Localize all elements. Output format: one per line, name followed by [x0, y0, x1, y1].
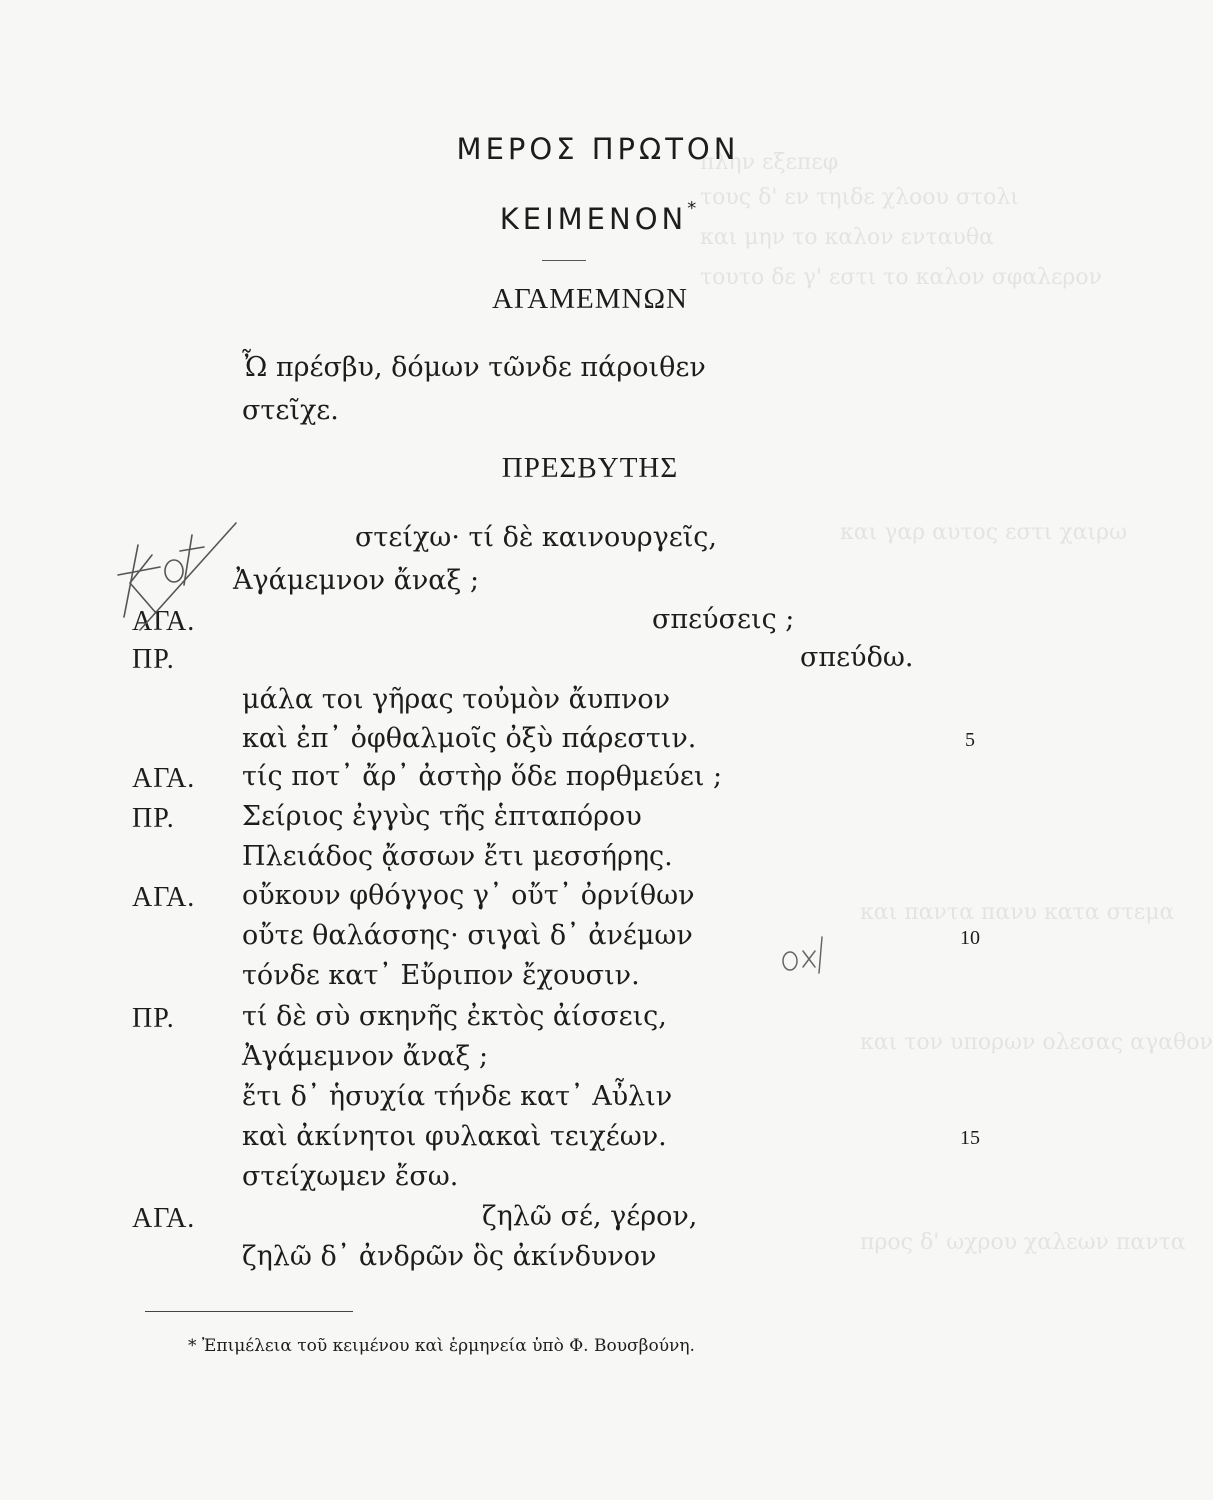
line-number: 10 — [960, 927, 980, 949]
text-title-label: ΚΕΙΜΕΝΟΝ — [499, 202, 688, 236]
verse-line: οὔτε θαλάσσης· σιγαὶ δ᾽ ἀνέμων — [242, 920, 693, 951]
speaker-label: ΠΡ. — [132, 1003, 175, 1034]
speaker-label: ΑΓΑ. — [132, 763, 196, 794]
speaker-heading-presbytes: ΠΡΕΣΒΥΤΗΣ — [501, 452, 679, 484]
handwritten-margin-note — [775, 925, 835, 985]
verse-line: καὶ ἐπ᾽ ὀφθαλμοῖς ὀξὺ πάρεστιν. — [242, 723, 697, 754]
verse-line: τόνδε κατ᾽ Εὔριπον ἔχουσιν. — [242, 960, 640, 991]
title-divider — [542, 260, 586, 261]
line-number: 5 — [965, 729, 975, 751]
verse-line: Πλειάδος ᾄσσων ἔτι μεσσήρης. — [242, 841, 673, 872]
speaker-label: ΠΡ. — [132, 644, 175, 675]
verse-line: σπεύδω. — [800, 642, 914, 673]
bleed-through-text: πλην εξεπεφ — [700, 150, 839, 175]
bleed-through-text: και παντα πανυ κατα στεμα — [860, 900, 1175, 925]
verse-line: τί δὲ σὺ σκηνῆς ἐκτὸς ἀίσσεις, — [242, 1001, 667, 1032]
verse-line: οὔκουν φθόγγος γ᾽ οὔτ᾽ ὀρνίθων — [242, 880, 695, 911]
footnote: * Ἐπιμέλεια τοῦ κειμένου καὶ ἑρμηνεία ὑπὸ Φ. Βουσβούνη. — [188, 1336, 695, 1356]
bleed-through-text: τουτο δε γ' εστι το καλον σφαλερον — [700, 265, 1102, 290]
bleed-through-text: και τον υπορων ολεσας αγαθον — [860, 1030, 1213, 1055]
speaker-label: ΑΓΑ. — [132, 606, 196, 637]
verse-line: Ἀγάμεμνον ἄναξ ; — [242, 1041, 489, 1072]
line-number: 15 — [960, 1127, 980, 1149]
speaker-heading-agamemnon: ΑΓΑΜΕΜΝΩΝ — [492, 283, 688, 315]
bleed-through-text: προς δ' ωχρου χαλεων παντα — [860, 1230, 1186, 1255]
bleed-through-text: τους δ' εν τηιδε χλοου στολι — [700, 185, 1019, 210]
text-title — [20, 198, 1176, 236]
bleed-through-text: και γαρ αυτος εστι χαιρω — [840, 520, 1128, 545]
handwritten-margin-note — [100, 505, 240, 635]
verse-line: Ἀγάμεμνον ἄναξ ; — [233, 565, 480, 596]
verse-line: ζηλῶ σέ, γέρον, — [482, 1201, 698, 1232]
verse-line: σπεύσεις ; — [652, 604, 795, 635]
speaker-label: ΑΓΑ. — [132, 882, 196, 913]
verse-line: καὶ ἀκίνητοι φυλακαὶ τειχέων. — [242, 1121, 667, 1152]
part-title: ΜΕΡΟΣ ΠΡΩΤΟΝ — [456, 132, 740, 166]
speaker-label: ΑΓΑ. — [132, 1203, 196, 1234]
verse-line: τίς ποτ᾽ ἄρ᾽ ἀστὴρ ὅδε πορθμεύει ; — [242, 761, 723, 792]
footnote-marker: * — [687, 198, 697, 219]
verse-line: στεῖχε. — [242, 395, 339, 426]
verse-line: στείχω· τί δὲ καινουργεῖς, — [355, 522, 717, 553]
speaker-label: ΠΡ. — [132, 803, 175, 834]
verse-line: Σείριος ἐγγὺς τῆς ἑπταπόρου — [242, 801, 642, 832]
footnote-divider — [145, 1311, 353, 1312]
verse-line: μάλα τοι γῆρας τοὐμὸν ἄυπνον — [242, 684, 671, 715]
verse-line: στείχωμεν ἔσω. — [242, 1161, 459, 1192]
verse-line: ζηλῶ δ᾽ ἀνδρῶν ὃς ἀκίνδυνον — [242, 1241, 657, 1272]
verse-line: Ὦ πρέσβυ, δόμων τῶνδε πάροιθεν — [242, 352, 706, 383]
bleed-through-text: και μην το καλον ενταυθα — [700, 225, 994, 250]
verse-line: ἔτι δ᾽ ἡσυχία τήνδε κατ᾽ Αὖλιν — [242, 1081, 673, 1112]
